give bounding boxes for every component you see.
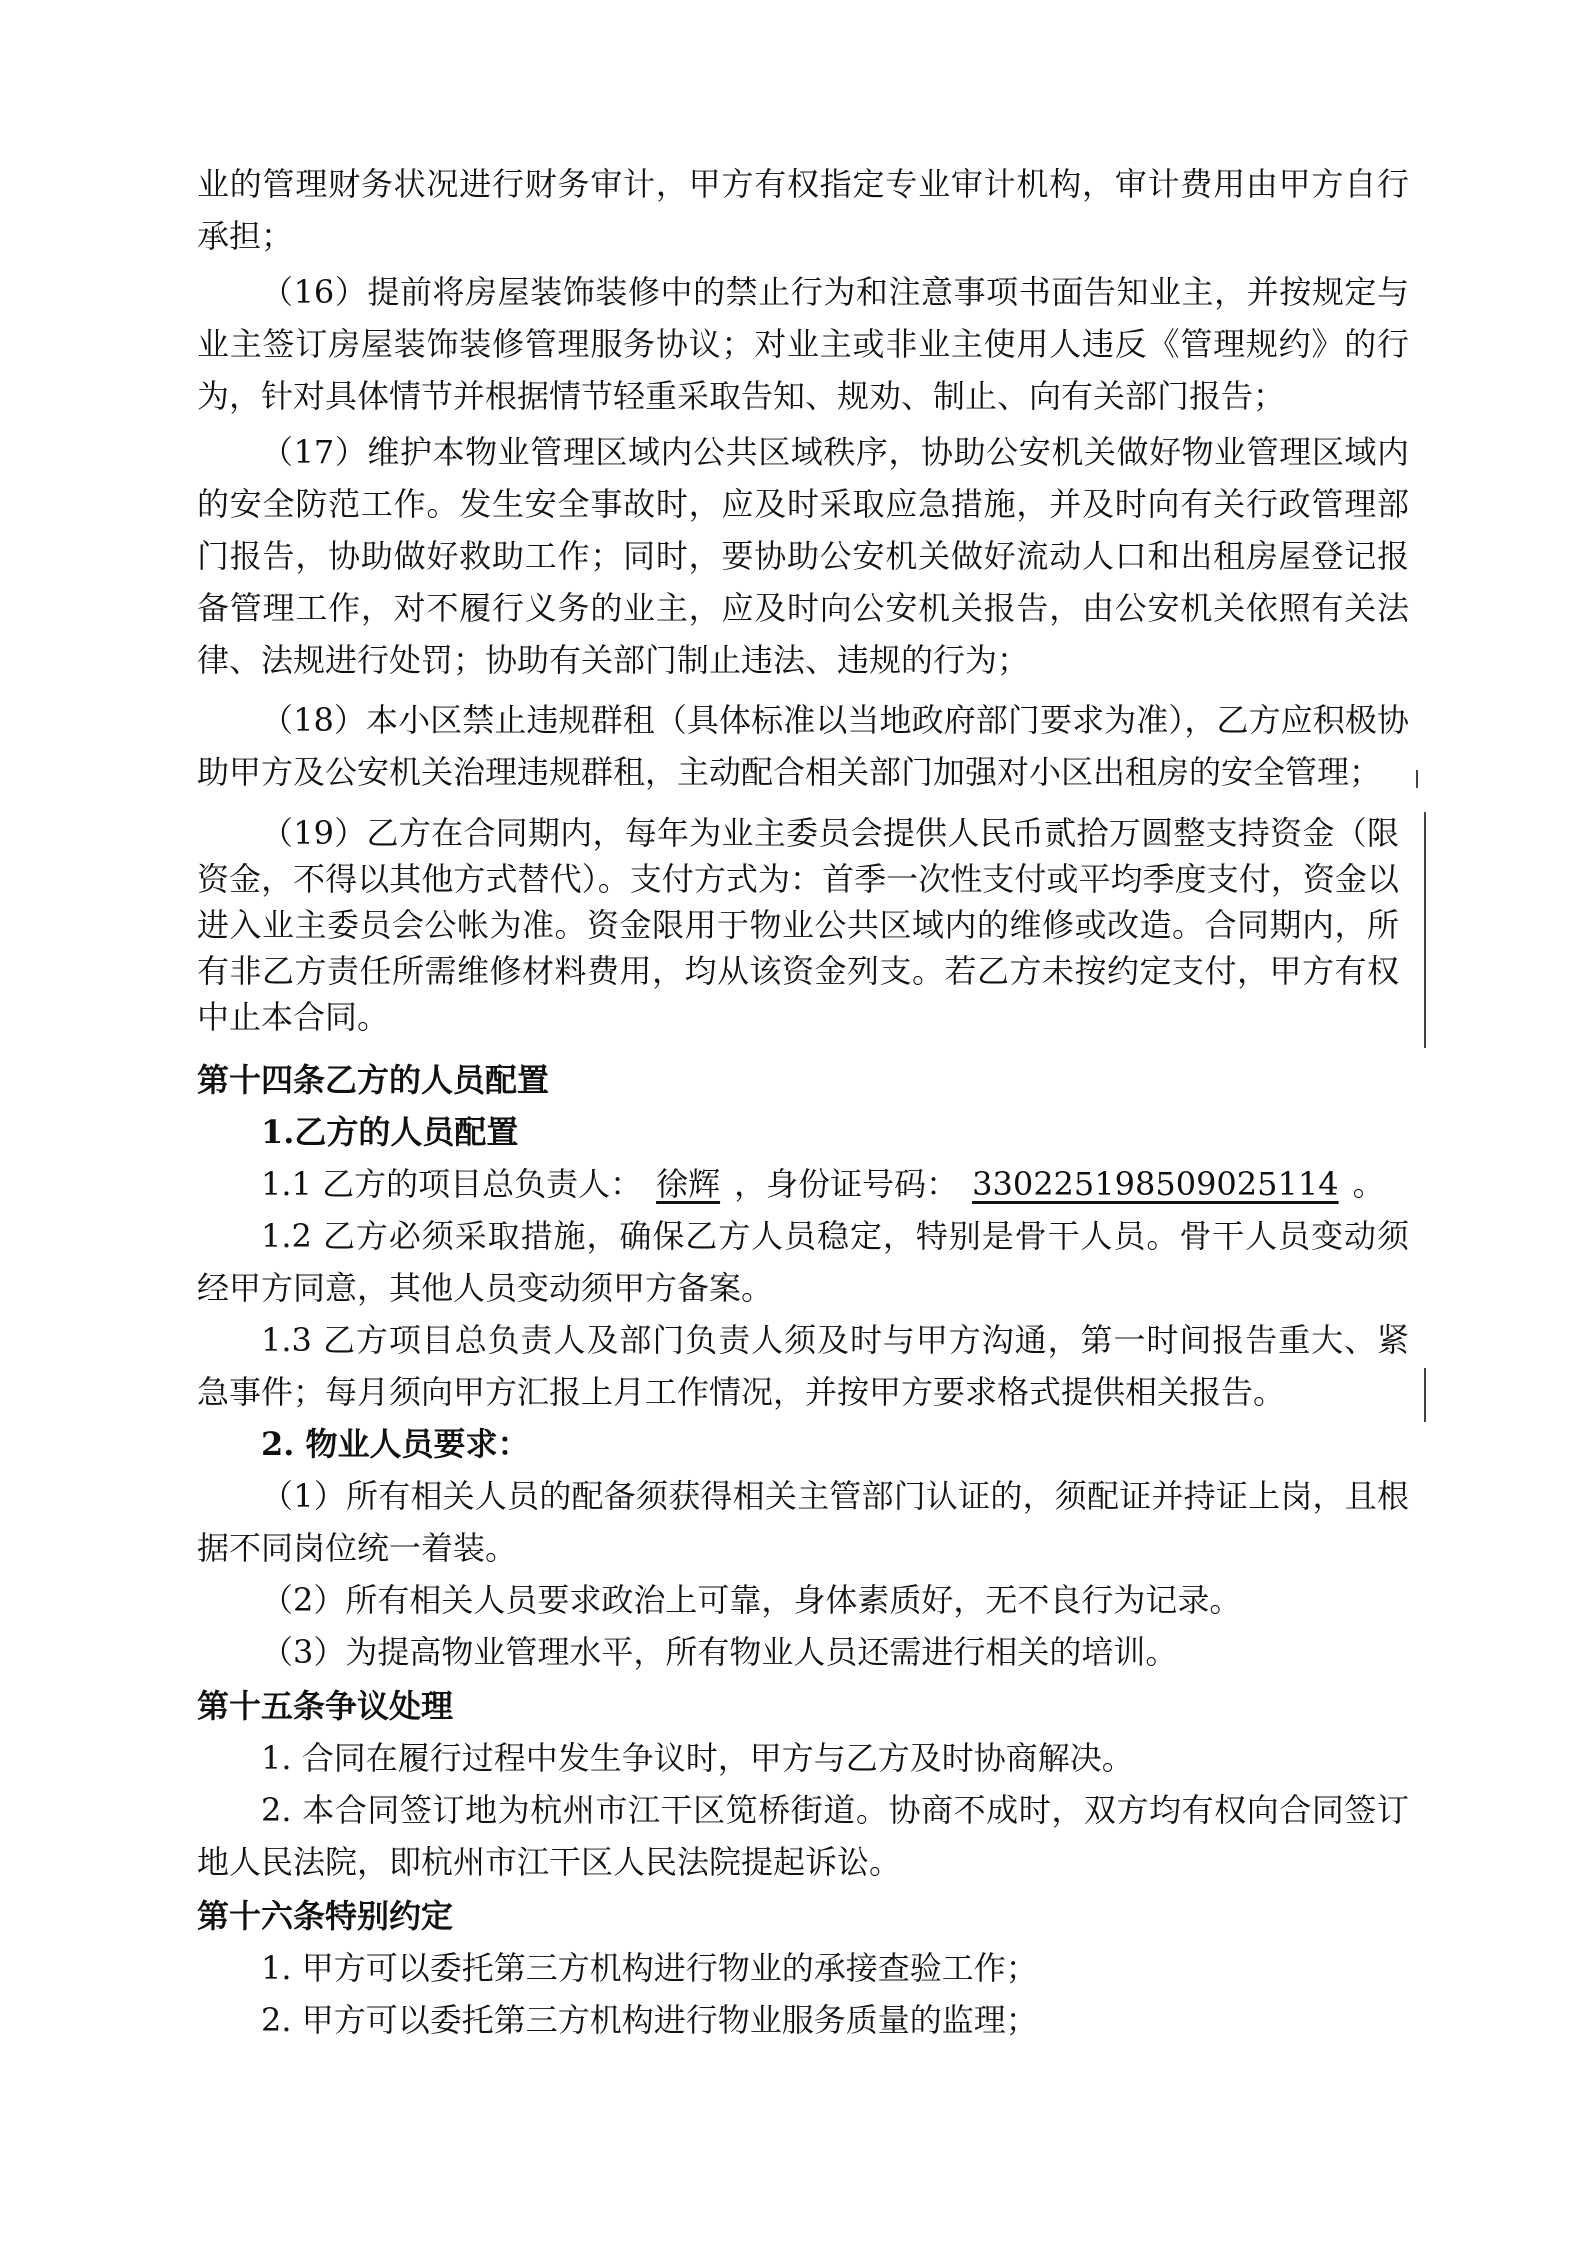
article-15-item-1: 1. 合同在履行过程中发生争议时，甲方与乙方及时协商解决。 [261,1739,1134,1777]
article-14-item-1-2: 1.2 乙方必须采取措施，确保乙方人员稳定，特别是骨干人员。骨干人员变动须经甲方同意，其他人员变动须甲方备案。 [197,1217,1409,1307]
article-14-requirement-3: （3）为提高物业管理水平，所有物业人员还需进行相关的培训。 [261,1633,1178,1671]
revision-mark-bar [1424,1368,1426,1422]
clause-16: （16）提前将房屋装饰装修中的禁止行为和注意事项书面告知业主，并按规定与业主签订房屋装饰装修管理服务协议；对业主或非业主使用人违反《管理规约》的行为，针对具体情节并根据情节轻重采取告知、规劝、制止、向有关部门报告； [197,273,1409,415]
id-number-field: 330225198509025114 [972,1165,1339,1203]
clause-19-block [197,810,1409,1040]
article-14-requirement-1: （1）所有相关人员的配备须获得相关主管部门认证的，须配证并持证上岗，且根据不同岗位统一着装。 [197,1477,1409,1567]
article-15-item-2: 2. 本合同签订地为杭州市江干区笕桥街道。协商不成时，双方均有权向合同签订地人民法院，即杭州市江干区人民法院提起诉讼。 [197,1791,1409,1881]
revision-mark-bar [1416,770,1418,788]
clause-17: （17）维护本物业管理区域内公共区域秩序，协助公安机关做好物业管理区域内的安全防范工作。发生安全事故时，应及时采取应急措施，并及时向有关行政管理部门报告，协助做好救助工作；同时，要协助公安机关做好流动人口和出租房屋登记报备管理工作，对不履行义务的业主，应及时向公安机关报告，由公安机关依照有关法律、法规进行处罚；协助有关部门制止违法、违规的行为； [197,433,1409,679]
revision-mark-bar [1424,812,1426,1048]
article-14-requirement-2: （2）所有相关人员要求政治上可靠，身体素质好，无不良行为记录。 [261,1581,1242,1619]
clause-19: （19）乙方在合同期内，每年为业主委员会提供人民币贰拾万圆整支持资金（限资金，不得以其他方式替代）。支付方式为：首季一次性支付或平均季度支付，资金以进入业主委员会公帐为准。资金限用于物业公共区域内的维修或改造。合同期内，所有非乙方责任所需维修材料费用，均从该资金列支。若乙方未按约定支付，甲方有权中止本合同。 [197,814,1399,1036]
article-14-title: 第十四条乙方的人员配置 [197,1061,550,1099]
article-16-item-2: 2. 甲方可以委托第三方机构进行物业服务质量的监理； [261,2001,1038,2039]
clause-18: （18）本小区禁止违规群租（具体标准以当地政府部门要求为准），乙方应积极协助甲方及公安机关治理违规群租，主动配合相关部门加强对小区出租房的安全管理； [197,701,1409,791]
article-14-item-1-1 [197,1158,1409,1210]
article-14-subtitle-2: 2. 物业人员要求： [261,1425,530,1463]
article-15-title: 第十五条争议处理 [197,1687,454,1725]
item-1-1-prefix: 1.1 乙方的项目总负责人： [261,1165,643,1203]
paragraph-continued: 业的管理财务状况进行财务审计，甲方有权指定专业审计机构，审计费用由甲方自行承担； [197,165,1409,255]
article-14-item-1-3: 1.3 乙方项目总负责人及部门负责人须及时与甲方沟通，第一时间报告重大、紧急事件；每月须向甲方汇报上月工作情况，并按甲方要求格式提供相关报告。 [197,1321,1409,1411]
item-1-1-suffix: 。 [1352,1165,1385,1203]
article-14-subtitle-1: 1.乙方的人员配置 [261,1113,519,1151]
document-body [197,158,1409,2046]
article-16-item-1: 1. 甲方可以委托第三方机构进行物业的承接查验工作； [261,1949,1038,1987]
item-1-1-middle: ，身份证号码： [734,1165,959,1203]
article-16-title: 第十六条特别约定 [197,1897,454,1935]
manager-name-field: 徐辉 [656,1165,721,1203]
